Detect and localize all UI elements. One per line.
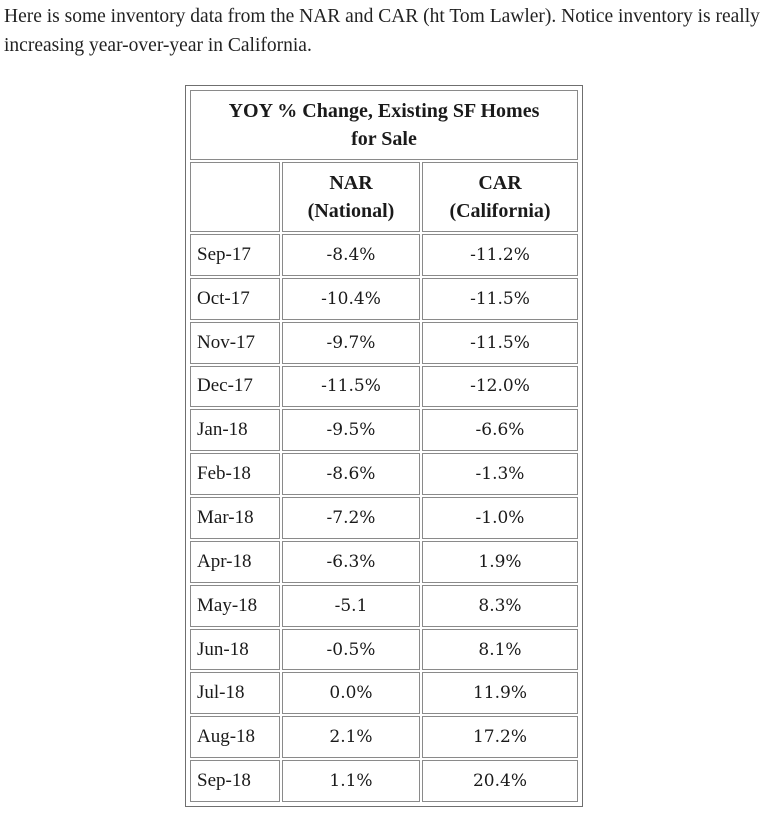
month-cell: Jul-18 xyxy=(190,672,280,714)
table-row xyxy=(190,234,578,276)
nar-value-cell: -11.5% xyxy=(282,366,420,408)
table-title-line-1: YOY % Change, Existing SF Homes xyxy=(228,100,540,122)
car-value-cell: 8.3% xyxy=(422,585,578,627)
car-value-cell: 17.2% xyxy=(422,716,578,758)
table-body xyxy=(190,234,578,802)
nar-value-cell: -8.4% xyxy=(282,234,420,276)
nar-value-cell: -7.2% xyxy=(282,497,420,539)
month-cell: Dec-17 xyxy=(190,366,280,408)
nar-value-cell: 0.0% xyxy=(282,672,420,714)
month-cell: Feb-18 xyxy=(190,453,280,495)
table-header-row xyxy=(190,162,578,232)
nar-header-line-1: NAR xyxy=(329,172,373,194)
month-cell: Jun-18 xyxy=(190,629,280,671)
inventory-table-frame xyxy=(185,85,583,807)
car-value-cell: 11.9% xyxy=(422,672,578,714)
month-cell: Sep-17 xyxy=(190,234,280,276)
nar-value-cell: 1.1% xyxy=(282,760,420,802)
month-cell: Aug-18 xyxy=(190,716,280,758)
table-row xyxy=(190,672,578,714)
table-row xyxy=(190,322,578,364)
table-row xyxy=(190,629,578,671)
car-value-cell: -1.0% xyxy=(422,497,578,539)
nar-column-header xyxy=(282,162,420,232)
table-row xyxy=(190,278,578,320)
nar-value-cell: -9.5% xyxy=(282,409,420,451)
table-row xyxy=(190,497,578,539)
car-value-cell: -1.3% xyxy=(422,453,578,495)
nar-value-cell: -10.4% xyxy=(282,278,420,320)
month-cell: Oct-17 xyxy=(190,278,280,320)
table-row xyxy=(190,366,578,408)
month-cell: Sep-18 xyxy=(190,760,280,802)
table-row xyxy=(190,716,578,758)
table-row xyxy=(190,453,578,495)
car-value-cell: 8.1% xyxy=(422,629,578,671)
car-column-header xyxy=(422,162,578,232)
month-cell: May-18 xyxy=(190,585,280,627)
nar-header-line-2: (National) xyxy=(307,200,395,222)
car-value-cell: -11.2% xyxy=(422,234,578,276)
inventory-table xyxy=(188,88,580,804)
month-cell: Nov-17 xyxy=(190,322,280,364)
car-value-cell: -6.6% xyxy=(422,409,578,451)
car-header-line-1: CAR xyxy=(478,172,522,194)
nar-value-cell: -0.5% xyxy=(282,629,420,671)
table-title-line-2: for Sale xyxy=(351,128,417,150)
car-value-cell: 20.4% xyxy=(422,760,578,802)
nar-value-cell: -9.7% xyxy=(282,322,420,364)
nar-value-cell: -6.3% xyxy=(282,541,420,583)
car-value-cell: -12.0% xyxy=(422,366,578,408)
month-cell: Mar-18 xyxy=(190,497,280,539)
nar-value-cell: 2.1% xyxy=(282,716,420,758)
table-row xyxy=(190,409,578,451)
month-cell: Apr-18 xyxy=(190,541,280,583)
table-row xyxy=(190,760,578,802)
table-row xyxy=(190,585,578,627)
intro-paragraph: Here is some inventory data from the NAR and CAR (ht Tom Lawler). Notice inventory is really increasing year-over-year in California. xyxy=(4,6,760,56)
car-value-cell: 1.9% xyxy=(422,541,578,583)
month-cell: Jan-18 xyxy=(190,409,280,451)
nar-value-cell: -8.6% xyxy=(282,453,420,495)
nar-value-cell: -5.1 xyxy=(282,585,420,627)
table-title-row xyxy=(190,90,578,160)
car-value-cell: -11.5% xyxy=(422,322,578,364)
car-header-line-2: (California) xyxy=(449,200,551,222)
car-value-cell: -11.5% xyxy=(422,278,578,320)
empty-header-cell xyxy=(190,162,280,232)
table-title xyxy=(190,90,578,160)
table-row xyxy=(190,541,578,583)
